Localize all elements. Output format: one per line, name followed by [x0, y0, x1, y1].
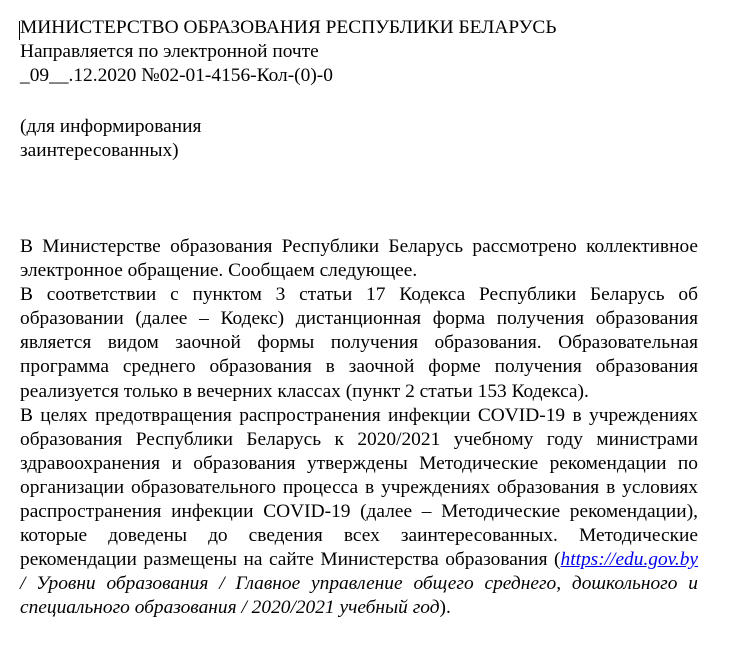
reference-number: _09__.12.2020 №02-01-4156-Кол-(0)-0	[20, 65, 333, 87]
document-header	[20, 16, 557, 88]
paragraph-1: В Министерстве образования Республики Беларусь рассмотрено коллективное электронное обращение. Сообщаем следующее.	[20, 236, 698, 282]
addressee-line-1: (для информирования	[20, 116, 202, 137]
addressee-line-2: заинтересованных)	[20, 140, 179, 162]
addressee-note	[20, 115, 201, 163]
paragraph-3-text: В целях предотвращения распространения инфекции COVID-19 в учреждениях образования Республики Беларусь к 2020/2021 учебному году министрами здравоохранения и образования утверждены Методические рекомендации по организации образовательного процесса в учреждениях образования в условиях распространения инфекции COVID-19 (далее – Методические рекомендации), которые доведены до сведения всех заинтересованных. Методические рекомендации размещены на сайте Министерства образования (	[20, 404, 698, 571]
website-path: / Уровни образования / Главное управление общего среднего, дошкольного и специального образования / 2020/2021 учебный год	[20, 573, 698, 619]
delivery-note: Направляется по электронной почте	[20, 41, 319, 63]
document-body	[20, 235, 698, 621]
paragraph-3	[20, 404, 698, 621]
paragraph-3-end: ).	[439, 597, 451, 619]
paragraph-2: В соответствии с пунктом 3 статьи 17 Кодекса Республики Беларусь об образовании (далее – Кодекс) дистанционная форма получения образования является видом заочной формы получения образования. Образовательная программа среднего образования в заочной форме получения образования реализуется только в вечерних классах (пункт 2 статьи 153 Кодекса).	[20, 284, 698, 402]
ministry-website-link[interactable]: https://edu.gov.by	[560, 549, 698, 571]
ministry-title: МИНИСТЕРСТВО ОБРАЗОВАНИЯ РЕСПУБЛИКИ БЕЛАРУСЬ	[20, 17, 557, 38]
